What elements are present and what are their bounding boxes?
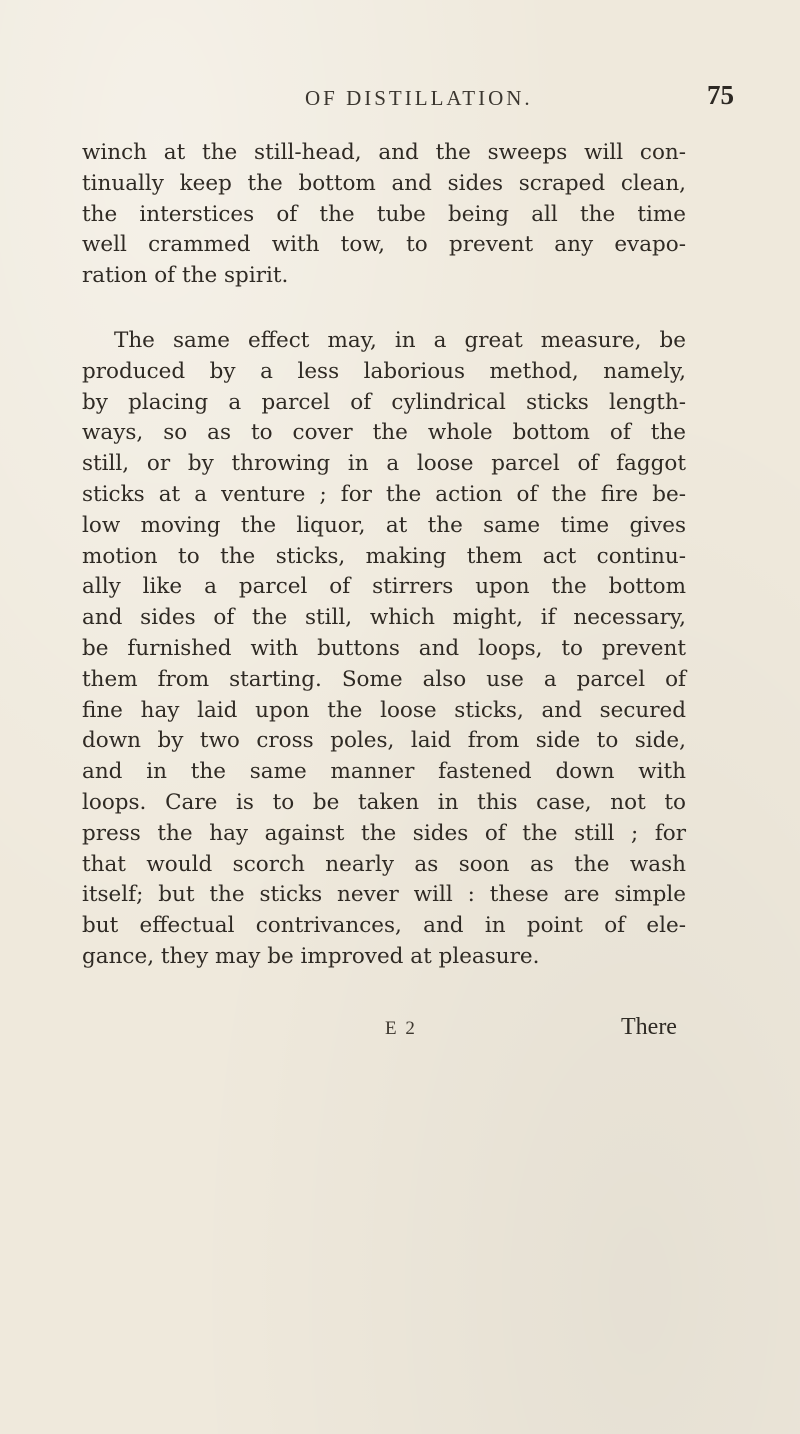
text-line: press the hay against the sides of the still ; for [82, 820, 686, 846]
text-line: by placing a parcel of cylindrical sticks length- [82, 389, 686, 415]
text-line: ways, so as to cover the whole bottom of the [82, 420, 686, 446]
text-line: fine hay laid upon the loose sticks, and secured [82, 697, 686, 723]
paragraph-break [82, 292, 686, 326]
signature-mark: E 2 [385, 1018, 417, 1039]
text-line: the interstices of the tube being all the time [82, 201, 686, 227]
running-title: OF DISTILLATION. [305, 86, 533, 110]
text-line: and sides of the still, which might, if necessary, [82, 605, 686, 631]
text-line: itself; but the sticks never will : these are simple [82, 882, 686, 908]
text-line: ally like a parcel of stirrers upon the bottom [82, 574, 686, 600]
text-line: down by two cross poles, laid from side to side, [82, 728, 686, 754]
text-line: gance, they may be improved at pleasure. [82, 943, 540, 969]
text-line: them from starting. Some also use a parcel of [82, 666, 686, 692]
text-line: ration of the spirit. [82, 263, 289, 289]
text-line: be furnished with buttons and loops, to prevent [82, 635, 686, 661]
text-line: The same effect may, in a great measure, be [114, 327, 686, 353]
text-line: tinually keep the bottom and sides scraped clean, [82, 170, 686, 196]
catchword: There [621, 1014, 677, 1040]
text-line: sticks at a venture ; for the action of the fire be- [82, 481, 686, 507]
running-head [0, 78, 800, 118]
text-line: winch at the still-head, and the sweeps will con- [82, 140, 686, 165]
text-line: but effectual contrivances, and in point of ele- [82, 913, 686, 939]
page-number: 75 [707, 80, 734, 110]
paragraph-1 [82, 138, 686, 292]
text-line: still, or by throwing in a loose parcel of faggot [82, 451, 686, 477]
text-line: well crammed with tow, to prevent any evapo- [82, 232, 686, 258]
page-footer [0, 1014, 800, 1052]
body-text [82, 138, 686, 973]
text-line: low moving the liquor, at the same time gives [82, 512, 686, 538]
paragraph-2 [82, 326, 686, 973]
text-line: motion to the sticks, making them act continu- [82, 543, 686, 569]
text-line: and in the same manner fastened down with [82, 759, 686, 785]
text-line: that would scorch nearly as soon as the wash [82, 851, 686, 877]
text-line: produced by a less laborious method, namely, [82, 358, 686, 384]
text-line: loops. Care is to be taken in this case, not to [82, 789, 686, 815]
